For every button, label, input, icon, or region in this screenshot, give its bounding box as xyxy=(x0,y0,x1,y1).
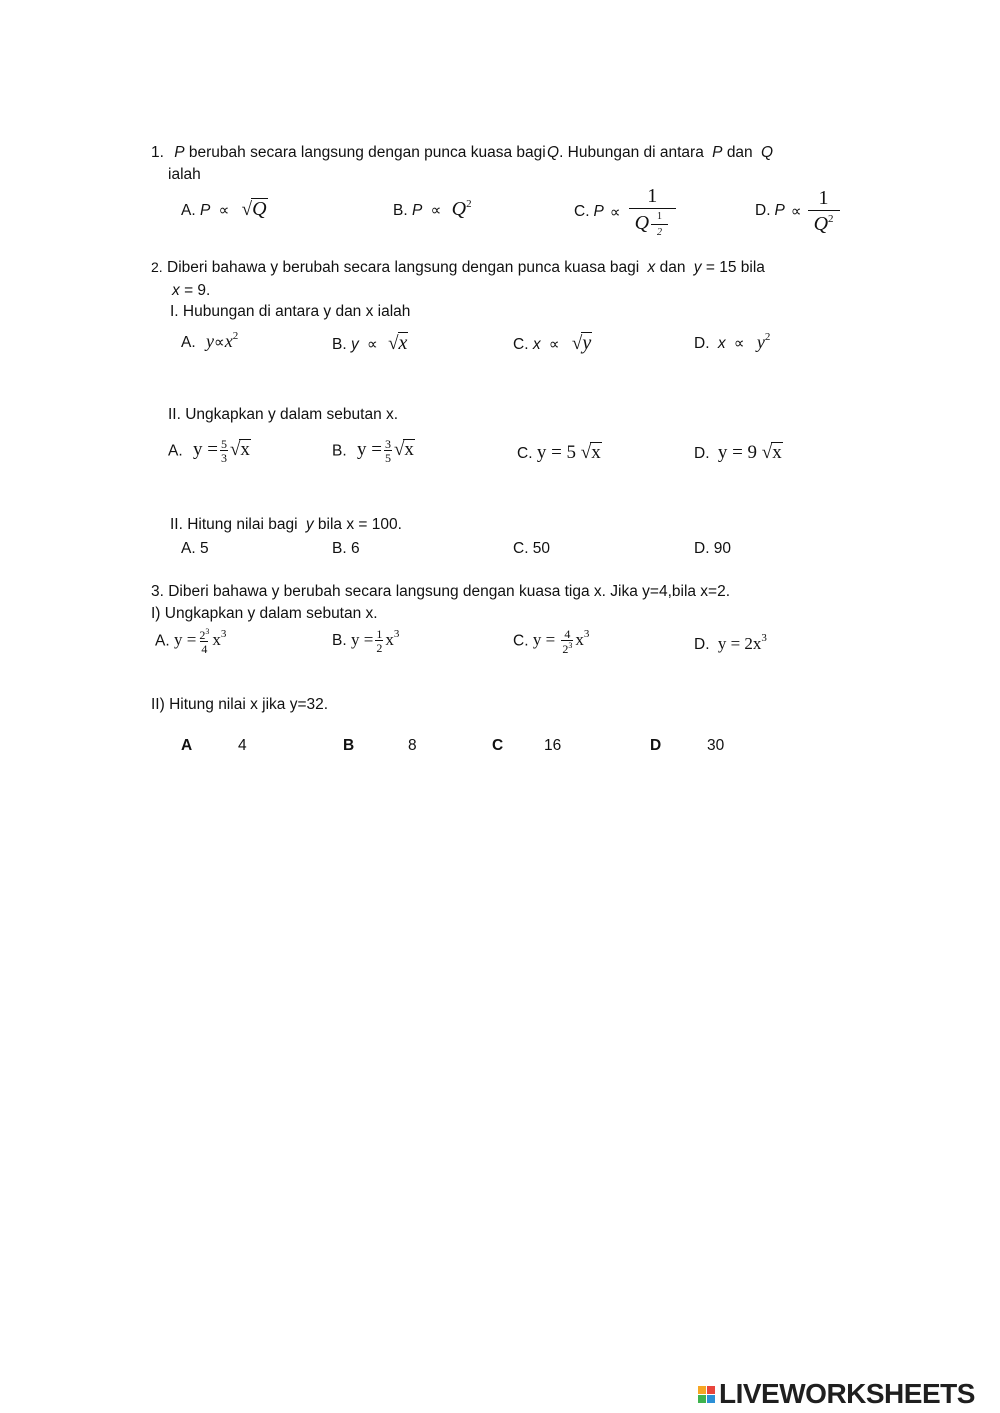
q3-part2-title: II) Hitung nilai x jika y=32. xyxy=(151,696,329,713)
q2-part2-option-c[interactable]: C. y = 5 √x xyxy=(517,442,601,463)
q3-part2-value-d[interactable]: 30 xyxy=(707,737,725,754)
q3-part1-option-d[interactable]: D. $y = 2x^3$ xyxy=(694,632,767,653)
q2-part1-title: I. Hubungan di antara y dan x ialah xyxy=(170,303,411,320)
q3-part2-value-c[interactable]: 16 xyxy=(544,737,562,754)
q3-part2-value-b[interactable]: 8 xyxy=(408,737,417,754)
q2-part1-option-a[interactable]: A. $y\propto x^2$ xyxy=(181,330,239,351)
q3-part1-option-a[interactable]: A. y = $\frac{2^3}{4}$ $x^3$ xyxy=(155,627,227,656)
q3-part2-value-a[interactable]: 4 xyxy=(238,737,247,754)
liveworksheets-logo xyxy=(698,1378,975,1410)
q3-part1-title: I) Ungkapkan y dalam sebutan x. xyxy=(151,605,378,622)
q1-line2: ialah xyxy=(168,166,201,183)
q2-part1-option-b[interactable]: B. y ∝ √x xyxy=(332,332,408,354)
q3-part1-option-b[interactable]: B. y = $\frac{1}{2}$ $x^3$ xyxy=(332,627,400,655)
logo-wordmark: LIVEWORKSHEETS xyxy=(719,1378,975,1409)
q1-option-c[interactable]: C. P ∝ 1 Q $\frac{1}{2}$ xyxy=(574,186,676,238)
q3-part2-letter-a[interactable]: A xyxy=(181,737,193,754)
q1-line1: 1. P berubah secara langsung dengan punca kuasa bagi Q. Hubungan di antara P dan Q xyxy=(151,144,774,161)
q3-part2-letter-b[interactable]: B xyxy=(343,737,355,754)
q2-part2-title: II. Ungkapkan y dalam sebutan x. xyxy=(168,406,399,423)
q3-title: 3. Diberi bahawa y berubah secara langsung dengan kuasa tiga x. Jika y=4,bila x=2. xyxy=(151,583,731,600)
q2-part2-option-d[interactable]: D. y = 9 √x xyxy=(694,442,782,463)
q2-line1: 2. Diberi bahawa y berubah secara langsung dengan punca kuasa bagi x dan y = 15 bila xyxy=(151,259,765,276)
q2-part3-option-a[interactable]: A. 5 xyxy=(181,540,209,557)
q1-d-fraction: $\frac{1}{Q^2}$ xyxy=(808,188,840,234)
q1-c-fraction: 1 Q $\frac{1}{2}$ xyxy=(629,186,676,238)
q1-option-d[interactable]: D. P ∝ $\frac{1}{Q^2}$ xyxy=(755,188,840,234)
q2-part1-option-d[interactable]: D. $x \propto y^2$ xyxy=(694,331,771,352)
q2-part3-option-c[interactable]: C. 50 xyxy=(513,540,551,557)
q2-part2-option-b[interactable]: B. y = $\frac{3}{5}$ √x xyxy=(332,437,414,465)
q2-line2: x = 9. xyxy=(172,282,211,299)
q2-part3-option-d[interactable]: D. 90 xyxy=(694,540,732,557)
q3-part2-letter-d[interactable]: D xyxy=(650,737,662,754)
q1-option-a[interactable]: A. P ∝ √Q xyxy=(181,198,267,220)
q3-part2-letter-c[interactable]: C xyxy=(492,737,504,754)
q2-part3-title: II. Hitung nilai bagi y bila x = 100. xyxy=(170,516,402,533)
q3-part1-option-c[interactable]: C. y = $\frac{4}{2^3}$ $x^3$ xyxy=(513,627,590,656)
q2-part3-option-b[interactable]: B. 6 xyxy=(332,540,360,557)
q2-part1-option-c[interactable]: C. x ∝ √y xyxy=(513,332,592,354)
q1-option-b[interactable]: B. $P \propto Q^2$ xyxy=(393,198,472,220)
logo-mark-icon xyxy=(698,1386,715,1403)
q2-part2-option-a[interactable]: A. y = $\frac{5}{3}$ √x xyxy=(168,437,250,465)
